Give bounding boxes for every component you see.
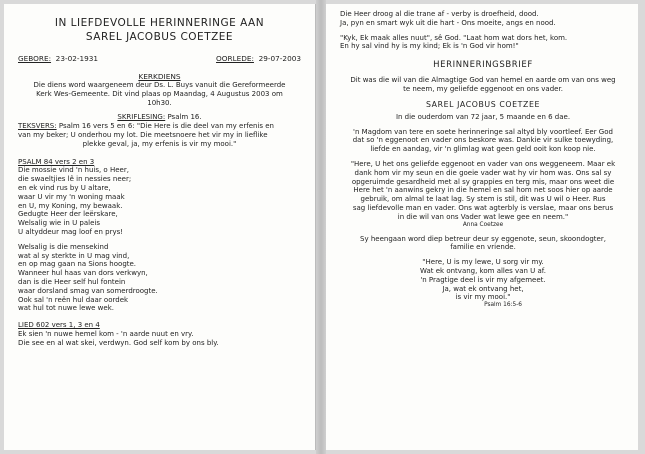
verse-line: Gedugte Heer der leërskare, [18,210,118,219]
verse-line: wat al sy sterkte in U mag vind, [18,251,130,260]
church-line: Die diens word waargeneem deur Ds. L. Buys vanuit die Gereformeerde [33,81,286,89]
deceased-name: SAREL JACOBUS COETZEE [425,99,541,109]
texts-line: plekke geval, ja, my erfenis is vir my mooi." [82,139,237,148]
tribute-line: opgeruimde gesardheid met al sy grappies en terg mis, maar ons weet die [351,177,615,186]
psalm-line: 'n Pragtige deel is vir my afgemeet. [420,275,546,284]
verse-line: waar dorsland smag van somerdroogte. [18,286,158,295]
verse-line: Ja, pyn en smart wyk uit die hart - Ons moeite, angs en nood. [340,18,556,27]
died-field [216,54,301,63]
texts-line: Psalm 16 vers 5 en 6: "Die Here is die deel van my erfenis en [58,122,274,131]
verse-line: en op mag gaan na Sions hoogte. [18,260,137,269]
texts-line: van my beker; U onderhou my lot. Die meetsnoere het vir my in lieflike [18,130,268,139]
reading-label: SKRIFLESING: [117,113,166,122]
mourn-line: familie en vriende. [450,243,516,252]
verse-line: wat hul tot nuwe lewe wek. [18,304,114,313]
verse-line: die swaeltjies lê in nessies neer; [18,175,132,184]
verse-line: waar U vir my 'n woning maak [18,192,125,201]
psalm-line: is vir my mooi." [455,293,511,302]
tribute-line: "Here, U het ons geliefde eggenoot en vader van ons weggeneem. Maar ek [350,159,616,168]
church-line: Kerk Wes-Gemeente. Dit vind plaas op Maandag, 4 Augustus 2003 om [36,89,283,98]
psalm84-heading: PSALM 84 vers 2 en 3 [18,157,95,166]
intro-line: te neem, my geliefde eggenoot en ons vader. [403,84,563,93]
hymn-quote [340,34,626,52]
church-line: 10h30. [147,98,172,107]
tribute-line: sag liefdevolle man en vader. Ons wat agterbly is verslae, maar ons berus [352,203,614,212]
verse-line: Die mossie vind 'n huis, o Heer, [18,166,129,175]
tribute-text [340,160,626,222]
born-date: 23-02-1931 [55,54,99,63]
psalm-line: Wat ek ontvang, kom alles van U af. [420,266,546,275]
verse-line: Die Heer droog al die trane af - verby is droefheid, dood. [340,10,539,18]
verse-line: dan is die Heer self hul fontein [18,277,126,286]
tribute-line: in die wil van ons Vader wat lewe gee en neem." [397,212,569,221]
intro-line: Dit was die wil van die Almagtige God van hemel en aarde om van ons weg [350,76,616,85]
mourn-line: Sy heengaan word diep betreur deur sy eggenote, seun, skoondogter, [360,234,606,243]
mourn-text [340,235,626,253]
verse-line: en ek vind rus by U altare, [18,183,111,192]
dates-row [18,54,301,63]
texts-label: TEKSVERS: [18,122,57,131]
psalm84-verse-1 [18,166,301,236]
hymn-continuation [340,10,626,28]
right-page [326,4,638,450]
church-heading: KERKDIENS [138,72,181,81]
died-date: 29-07-2003 [258,54,301,63]
verse-line: Ook sal 'n reën hul daar oordek [18,295,129,304]
memory-line: liefde en aandag, vir 'n glimlag wat geen geld ooit kon koop nie. [370,145,596,154]
tribute-line: Here het 'n aanwins gekry in die hemel en sal hom net soos hier op aarde [353,186,613,195]
memorial-title [18,16,301,44]
texts-block [18,122,301,148]
psalm-line: Ja, wat ek ontvang het, [442,284,524,293]
psalm84-verse-2 [18,243,301,313]
memorial-letter-heading: HERINNERINGSBRIEF [433,60,533,71]
psalm-reference: Psalm 16:5-6 [484,302,522,309]
memory-line: 'n Magdom van tere en soete herinneringe sal altyd bly voortleef. Eer God [353,127,613,136]
intro-text [340,76,626,94]
tribute-line: dank hom vir my seun en die goeie vader wat hy vir hom was. Ons sal sy [354,168,612,177]
title-line-1: IN LIEFDEVOLLE HERINNERINGE AAN [54,17,265,29]
verse-line: Ek sien 'n nuwe hemel kom - 'n aarde nuut en vry. [18,329,194,338]
lied602-verse [18,330,301,348]
verse-line: U altyddeur mag loof en prys! [18,227,124,236]
memory-text [340,128,626,154]
born-label: GEBORE: [18,54,52,63]
verse-line: Welsalig wie in U paleis [18,219,100,228]
born-field [18,54,98,63]
verse-line: Wanneer hul haas van dors verkwyn, [18,269,148,278]
verse-line: Welsalig is die mensekind [18,242,109,251]
tribute-signature: Anna Coetzee [462,221,504,228]
church-text [18,81,301,107]
verse-line: "Kyk, Ek maak alles nuut", sê God. "Laat hom wat dors het, kom. [340,33,568,42]
closing-psalm [340,258,626,302]
age-line: In die ouderdom van 72 jaar, 5 maande en 6 dae. [395,112,571,121]
verse-line: En hy sal vind hy is my kind; Ek is 'n God vir hom!" [340,42,519,51]
memory-line: dat so 'n eggenoot en vader ons beskore was. Dankie vir sulke toewyding, [352,136,614,145]
page-fold [316,0,326,454]
tribute-line: gebruik, om almal te laat lag. Sy stem is stil, dit was U wil o Heer. Rus [360,195,606,204]
verse-line: en U, my Koning, my bewaak. [18,201,123,210]
verse-line: Die see en al wat skei, verdwyn. God self kom by ons bly. [18,338,219,347]
died-label: OORLEDE: [216,54,254,63]
reading-row [18,113,301,122]
left-page [4,4,316,450]
lied602-heading: LIED 602 vers 1, 3 en 4 [18,321,100,330]
reading-ref: Psalm 16. [167,113,202,122]
psalm-line: "Here, U is my lewe, U sorg vir my. [422,258,544,267]
title-line-2: SAREL JACOBUS COETZEE [85,31,234,43]
